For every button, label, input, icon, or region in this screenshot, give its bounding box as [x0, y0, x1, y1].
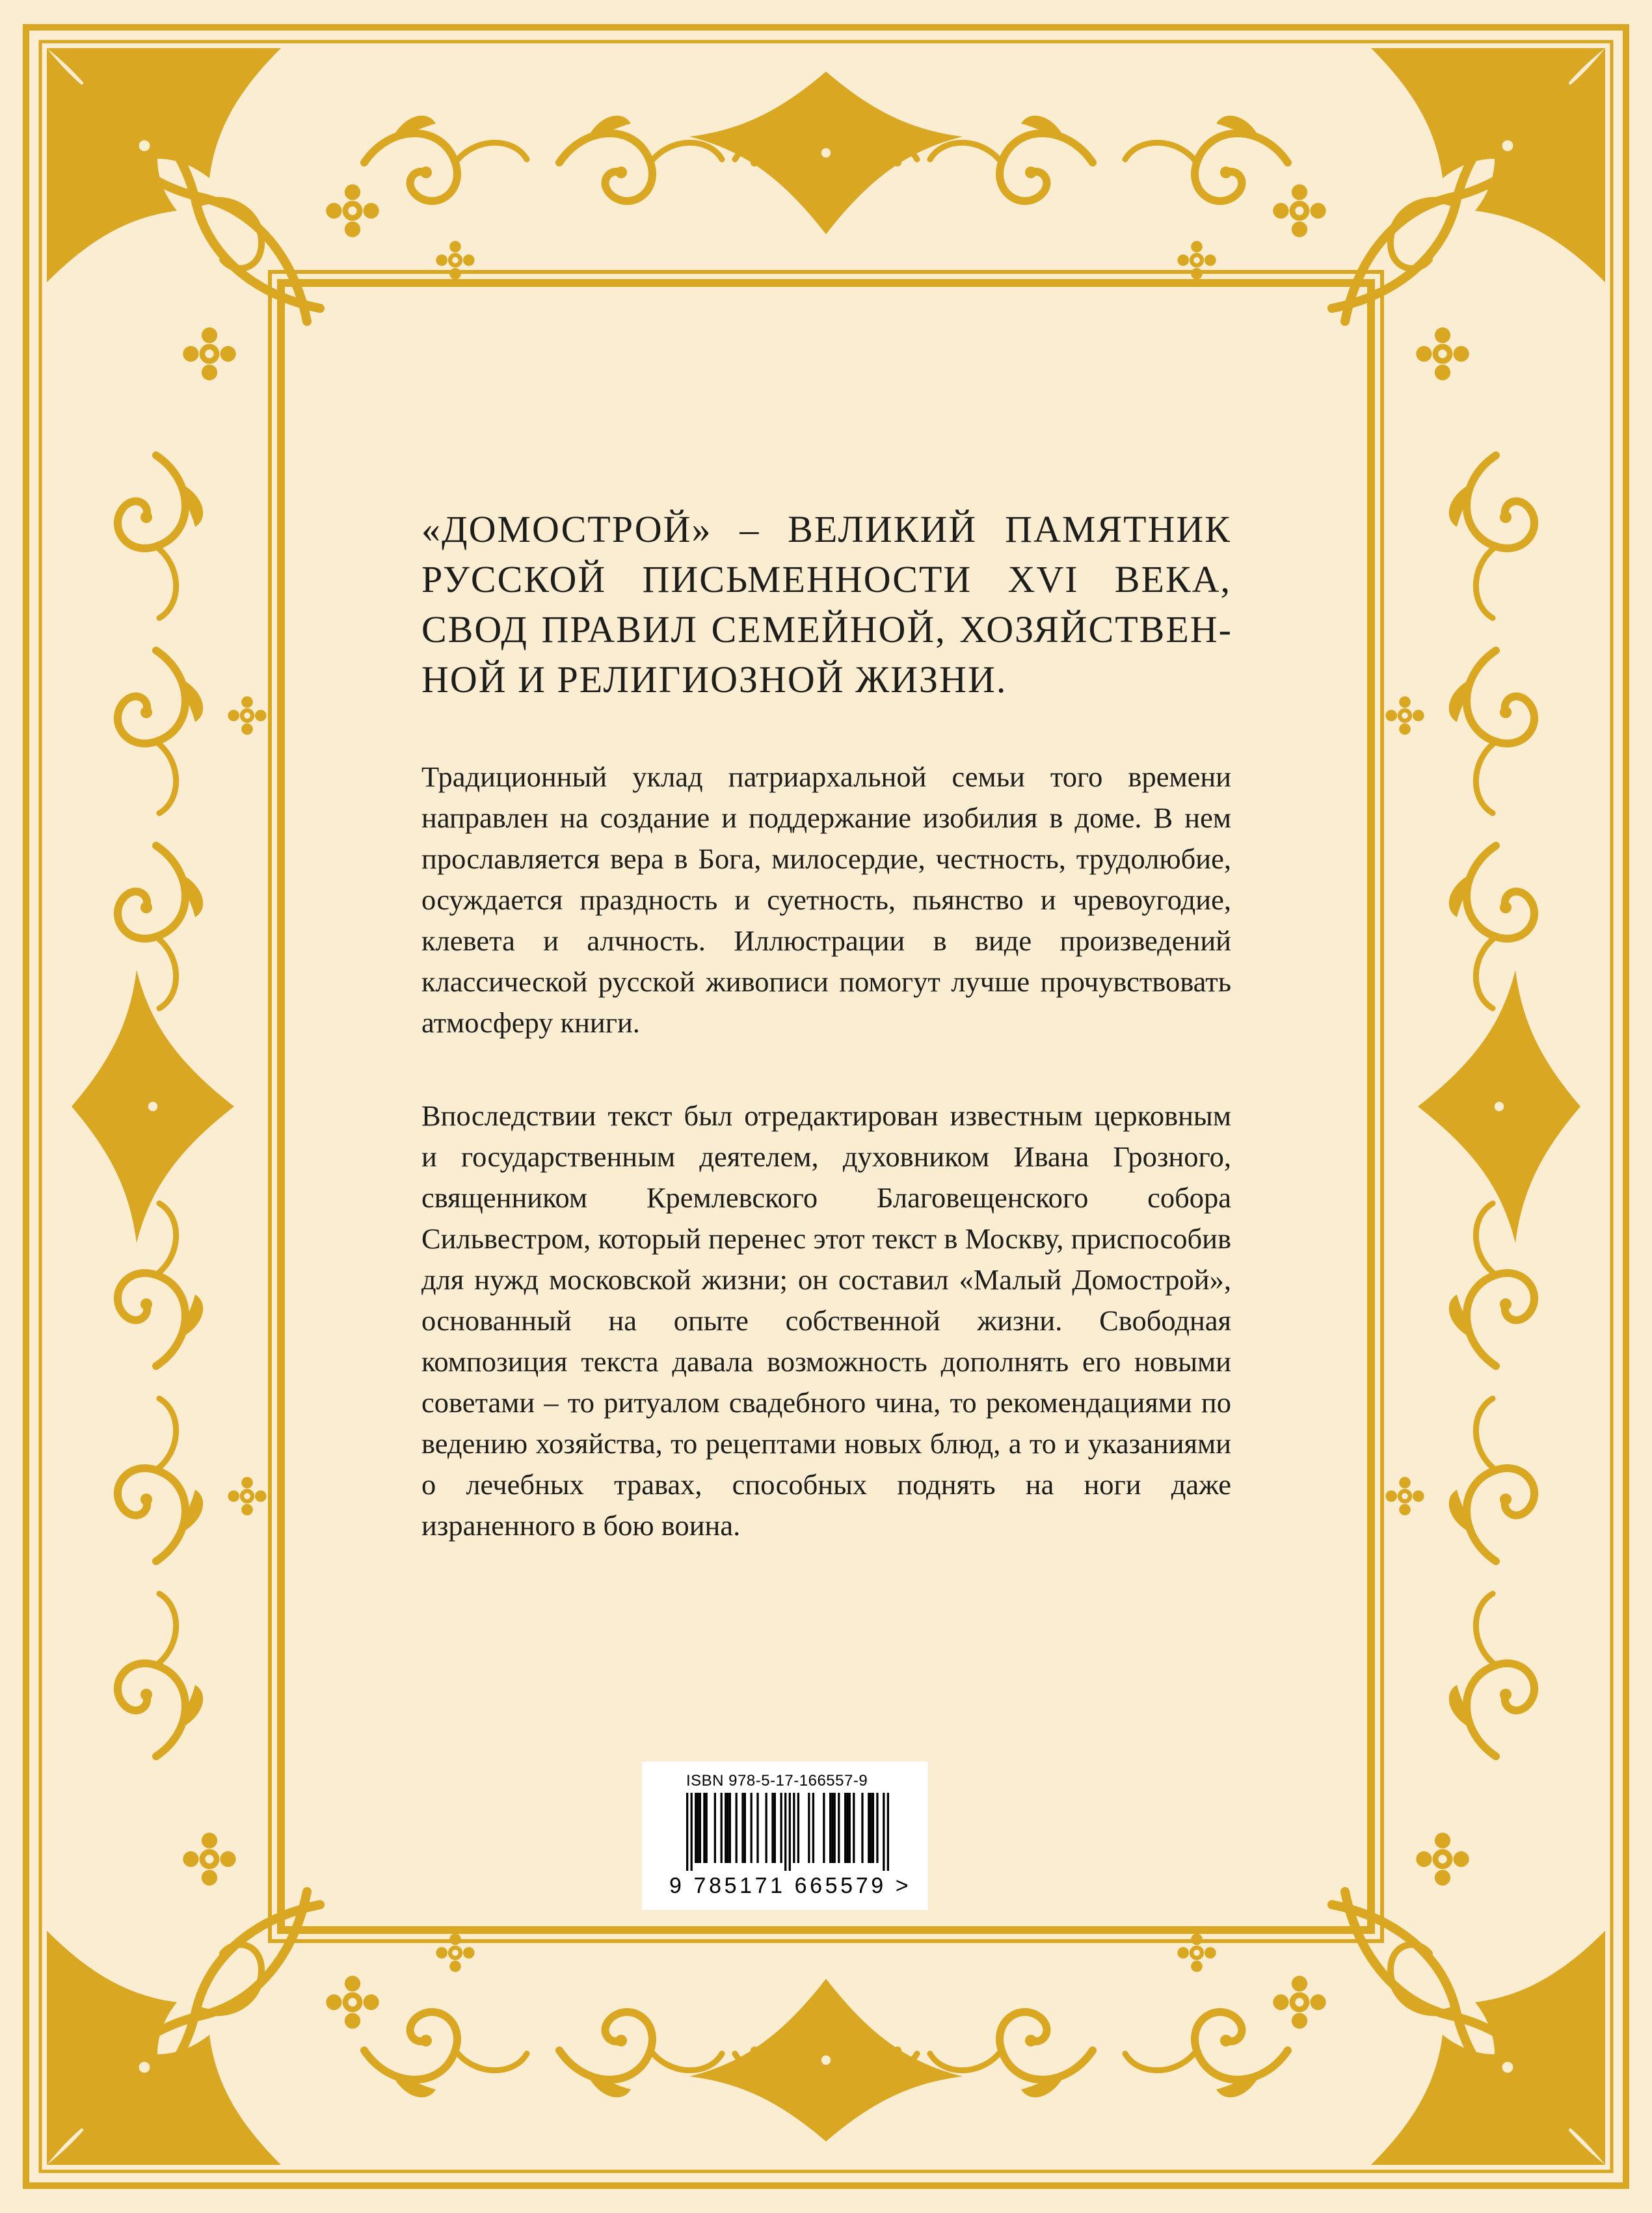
description-block: [421, 504, 1231, 1598]
barcode-bar: [714, 1793, 716, 1863]
barcode-bar: [697, 1793, 699, 1863]
barcode-bar: [736, 1793, 738, 1863]
barcode-bar: [771, 1793, 773, 1863]
barcode-bar: [741, 1793, 743, 1863]
headline: «ДОМОСТРОЙ» – ВЕЛИКИЙ ПАМЯТНИК РУССКОЙ ПИСЬМЕННОСТИ XVI ВЕКА, СВОД ПРАВИЛ СЕМЕЙНОЙ, ХОЗЯЙСТВЕННОЙ И РЕЛИГИОЗНОЙ ЖИЗНИ.: [421, 508, 1231, 701]
barcode-bar: [756, 1793, 758, 1863]
barcode-bar: [793, 1793, 795, 1863]
barcode-bar: [729, 1793, 731, 1863]
barcode-bar: [789, 1793, 791, 1871]
barcode-bar: [823, 1793, 825, 1863]
barcode-bar: [846, 1793, 848, 1863]
paragraph-1: Традиционный уклад патриархальной семьи того времени направлен на создание и поддержание изобилия в доме. В нем прославляется вера в Бога, милосердие, честность, трудолюбие, осуждается праздность и суетность, пьянство и чревоугодие, клевета и алчность. Иллюстрации в виде произведений классической русской живописи помогут лучше прочувствовать атмосферу книги.: [421, 760, 1231, 1039]
barcode-bar: [834, 1793, 836, 1863]
barcode-bar: [784, 1793, 786, 1871]
barcode-bar: [887, 1793, 889, 1871]
barcode-bar: [691, 1793, 693, 1871]
barcode-bar: [686, 1793, 688, 1871]
isbn-barcode-block: [642, 1762, 928, 1910]
barcode-bar: [780, 1793, 782, 1863]
barcode-bar: [883, 1793, 885, 1871]
barcode-bar: [703, 1793, 705, 1863]
barcode-bar: [844, 1793, 846, 1863]
barcode-bar: [808, 1793, 810, 1863]
barcode-bar: [872, 1793, 874, 1863]
barcode-bar: [812, 1793, 814, 1863]
barcode-bar: [726, 1793, 728, 1863]
barcode-bar: [774, 1793, 776, 1863]
barcode-bar: [706, 1793, 708, 1863]
barcode-bar: [831, 1793, 833, 1863]
barcode-bar: [861, 1793, 863, 1863]
barcode-bar: [695, 1793, 697, 1863]
barcode-bar: [853, 1793, 855, 1863]
barcode-bar: [766, 1793, 767, 1863]
barcode-bar: [751, 1793, 753, 1863]
paragraph-2: Впоследствии текст был отредактирован известным церковным и государственным деятелем, духовником Ивана Грозного, священником Кремлевского Благовещенского собора Сильвестром, который перенес этот текст в Москву, приспособив для нужд московской жизни; он составил «Малый Домострой», основанный на опыте собственной жизни. Свободная композиция текста давала возможность дополнять его новыми советами – то ритуалом свадебного чина, то рекомендациями по ведению хозяйства, то рецептами новых блюд, а то и указаниями о лечебных травах, способных поднять на ноги даже израненного в бою воина.: [421, 1099, 1231, 1542]
barcode-digits: 9 785171 665579 >: [669, 1873, 912, 1898]
barcode-bar: [725, 1793, 726, 1863]
barcode-bar: [744, 1793, 746, 1863]
barcode-bar: [849, 1793, 851, 1863]
barcode-bar: [721, 1793, 723, 1863]
barcode-bar: [868, 1793, 870, 1863]
barcode: [686, 1793, 889, 1871]
barcode-bar: [838, 1793, 840, 1863]
barcode-bar: [829, 1793, 831, 1863]
barcode-bar: [876, 1793, 878, 1863]
isbn-label: ISBN 978-5-17-166557-9: [686, 1772, 868, 1790]
barcode-bar: [870, 1793, 872, 1863]
barcode-bar: [699, 1793, 701, 1863]
barcode-bar: [797, 1793, 799, 1863]
